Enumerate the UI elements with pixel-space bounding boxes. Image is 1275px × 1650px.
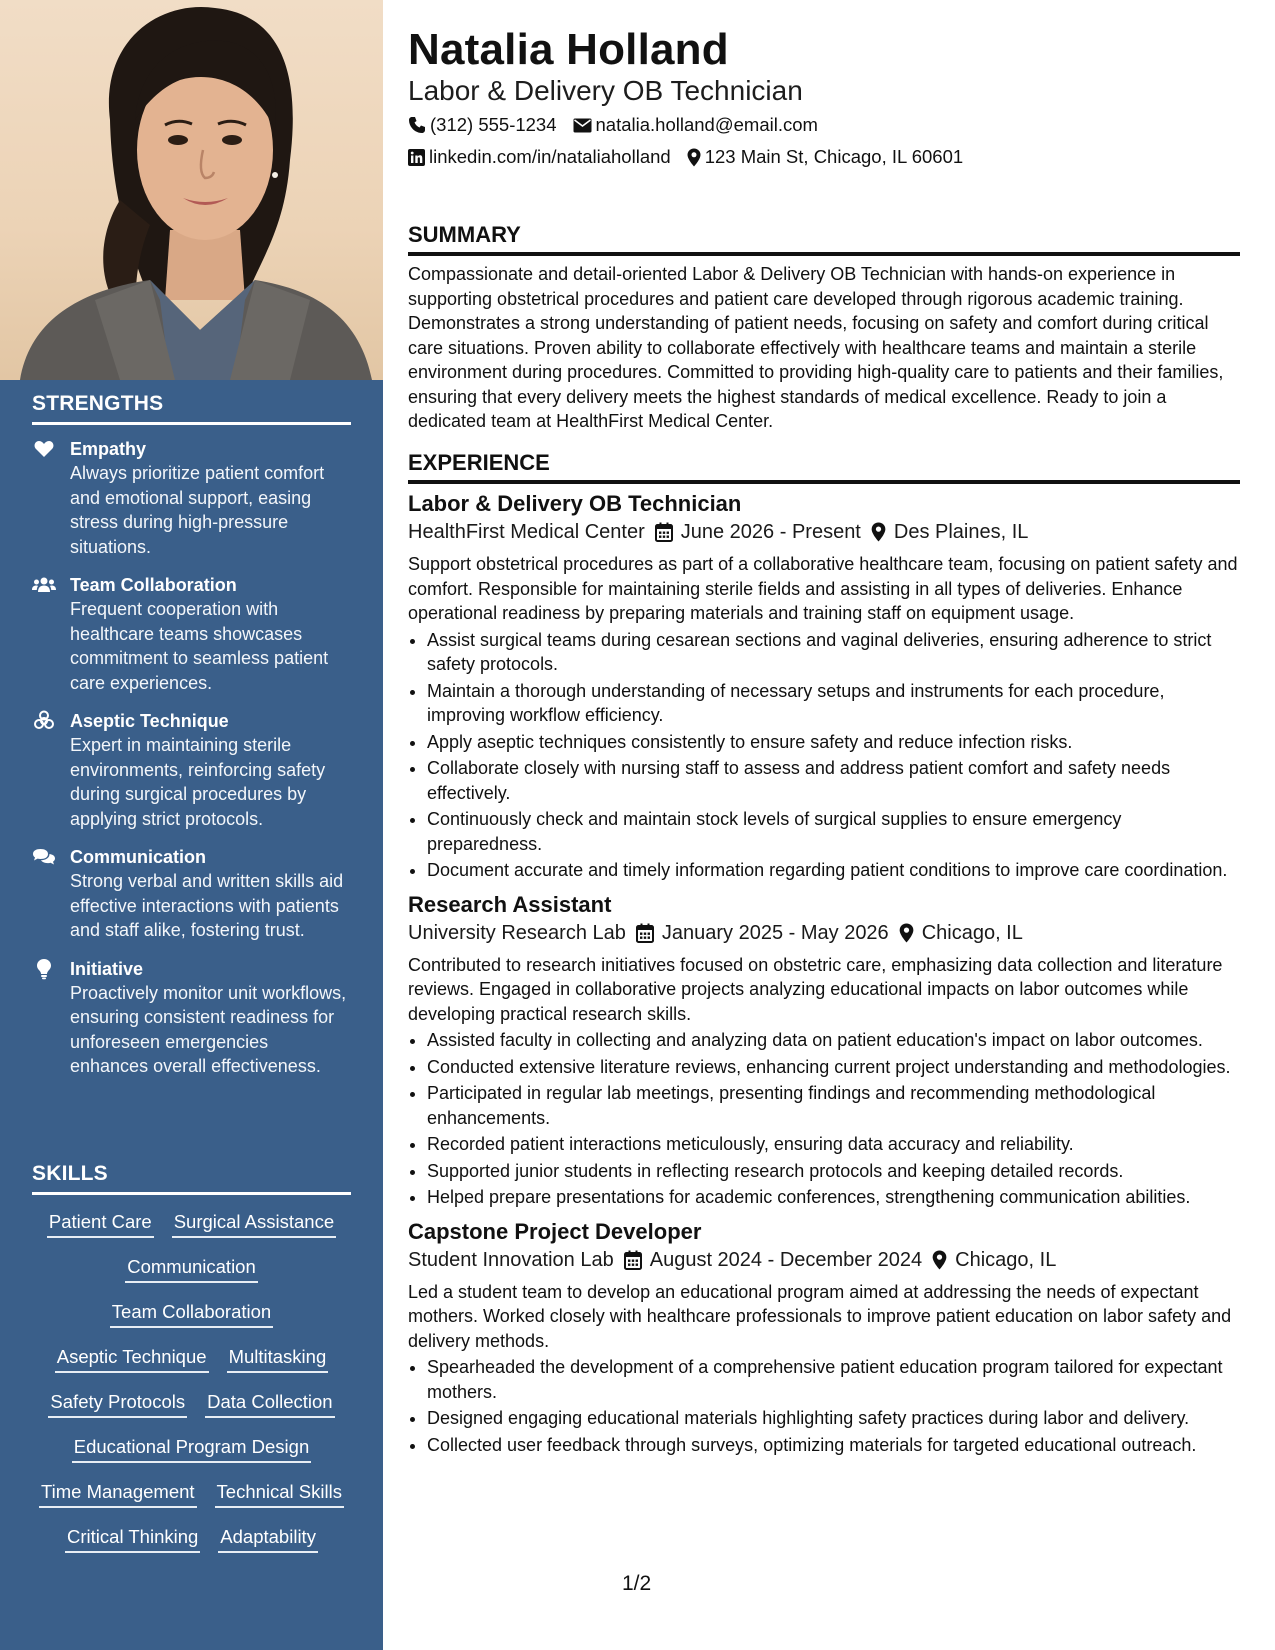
linkedin-icon [408,149,425,166]
summary-text: Compassionate and detail-oriented Labor & Delivery OB Technician with hands-on experience in supporting obstetrical procedures and patient care developed through rigorous academic training. Demonstrates a strong understanding of patient needs, focusing on safety and comfort during critical care situations. Proven ability to collaborate effectively with healthcare teams and maintain a sterile environment during procedures. Committed to providing high-quality care to patients and their families, ensuring that every delivery meets the highest standards of medical excellence. Ready to join a dedicated team at HealthFirst Medical Center. [408,264,1224,431]
skill-tag: Communication [125,1255,258,1283]
calendar-icon [624,1250,642,1270]
job-location: Chicago, IL [921,921,1023,944]
strength-description: Expert in maintaining sterile environments, reinforcing safety during surgical procedures by applying strict protocols. [70,735,326,829]
strength-description: Frequent cooperation with healthcare teams showcases commitment to seamless patient care experiences. [70,599,329,693]
strength-title: Team Collaboration [70,575,237,595]
email-address[interactable]: natalia.holland@email.com [595,114,818,135]
address-contact [687,145,964,169]
strength-item [32,709,351,831]
job-company: Student Innovation Lab [408,1248,614,1271]
job-dates: January 2025 - May 2026 [661,921,889,944]
job-title: Capstone Project Developer [408,1218,702,1244]
list-item: • Assist surgical teams during cesarean sections and vaginal deliveries, ensuring adherence to strict safety protocols. [427,628,1240,677]
heart-icon [32,438,56,460]
lightbulb-icon [32,958,56,980]
job-description: Support obstetrical procedures as part of a collaborative healthcare team, focusing on patient safety and comfort. Responsible for maintaining sterile fields and assisting in all types of deliveries. Enhance operational readiness by preparing materials and training staff on equipment usage. [408,554,1238,623]
summary-section [408,222,1240,434]
job-company: University Research Lab [408,921,626,944]
street-address: 123 Main St, Chicago, IL 60601 [704,146,964,167]
strength-item [32,957,351,1079]
list-item: • Participated in regular lab meetings, presenting findings and recommending methodological enhancements. [427,1081,1240,1130]
job-location: Des Plaines, IL [893,521,1029,543]
skill-tag: Adaptability [218,1525,318,1553]
list-item: • Collaborate closely with nursing staff to assess and address patient comfort and safety needs effectively. [427,756,1240,805]
job-location-item [871,518,1029,546]
job-location: Chicago, IL [955,1248,1057,1271]
list-item: • Helped prepare presentations for academic conferences, strengthening communication abilities. [427,1185,1240,1210]
skill-tag: Critical Thinking [65,1525,200,1553]
job-dates: June 2026 - Present [680,521,861,543]
job-bullets [408,1028,1240,1210]
calendar-icon [655,522,673,542]
strength-title: Aseptic Technique [70,711,229,731]
skill-tag: Data Collection [205,1390,334,1418]
job-meta [408,919,1240,947]
job-description: Contributed to research initiatives focused on obstetric care, emphasizing data collection and literature reviews. Engaged in collaborative projects analyzing educational impacts on labor outcomes while developing practical research skills. [408,954,1223,1024]
experience-section [408,450,1240,1459]
contact-row [408,145,963,169]
strength-item [32,437,351,559]
job-meta [408,1246,1240,1274]
email-contact[interactable] [573,113,818,137]
list-item: • Apply aseptic techniques consistently to ensure safety and reduce infection risks. [427,730,1240,755]
job-title: Labor & Delivery OB Technician [408,491,742,516]
map-pin-icon [932,1250,947,1270]
job-title: Research Assistant [408,891,612,917]
map-pin-icon [871,522,886,542]
users-icon [32,574,56,596]
list-item: • Supported junior students in reflecting research protocols and keeping detailed records. [427,1159,1240,1184]
skill-tag: Surgical Assistance [172,1210,336,1238]
experience-heading: EXPERIENCE [408,450,1240,484]
linkedin-contact[interactable] [408,145,671,169]
strength-description: Strong verbal and written skills aid effective interactions with patients and staff alike, fostering trust. [70,871,344,940]
job-entry [408,891,1240,1210]
skill-tag: Multitasking [227,1345,329,1373]
list-item: • Designed engaging educational materials highlighting safety practices during labor and delivery. [427,1406,1240,1431]
strength-item [32,573,351,695]
job-entry [408,490,1240,883]
job-location-item [899,919,1023,947]
skill-tag: Time Management [39,1480,197,1508]
map-pin-icon [899,923,914,943]
job-dates-item [655,518,861,546]
list-item: • Document accurate and timely information regarding patient conditions to improve care coordination. [427,858,1240,883]
strengths-section [32,392,351,1079]
job-dates-item [636,919,889,947]
profile-photo [0,0,383,380]
skill-tag: Aseptic Technique [55,1345,209,1373]
skills-section [32,1162,351,1561]
job-description: Led a student team to develop an educational program aimed at addressing the needs of expectant mothers. Worked closely with healthcare professionals to improve patient education on labor safety and delivery methods. [408,1281,1232,1351]
skill-tag: Team Collaboration [110,1300,273,1328]
job-location-item [932,1246,1056,1274]
job-meta [408,518,1240,546]
strength-item [32,845,351,943]
skills-heading: SKILLS [32,1162,351,1195]
skills-list [32,1195,351,1561]
job-bullets [408,628,1240,883]
list-item: • Assisted faculty in collecting and analyzing data on patient education's impact on labor outcomes. [427,1028,1240,1053]
comments-icon [32,846,56,868]
map-pin-icon [687,148,701,167]
list-item: • Maintain a thorough understanding of necessary setups and instruments for each procedure, improving workflow efficiency. [427,679,1240,728]
strengths-heading: STRENGTHS [32,392,351,425]
strength-title: Initiative [70,958,144,979]
phone-icon [408,116,426,134]
strength-description: Proactively monitor unit workflows, ensuring consistent readiness for unforeseen emergencies enhances overall effectiveness. [70,982,347,1076]
phone-number: (312) 555-1234 [430,114,557,135]
contact-row [408,113,818,137]
list-item: • Collected user feedback through surveys, optimizing materials for targeted educational outreach. [427,1433,1240,1458]
list-item: • Continuously check and maintain stock levels of surgical supplies to ensure emergency preparedness. [427,807,1240,856]
strength-title: Empathy [70,439,147,459]
job-dates: August 2024 - December 2024 [649,1248,923,1271]
job-bullets [408,1355,1240,1457]
phone-contact [408,113,557,137]
envelope-icon [573,118,592,133]
skill-tag: Safety Protocols [48,1390,187,1418]
list-item: • Conducted extensive literature reviews, enhancing current project understanding and methodologies. [427,1055,1240,1080]
job-entry [408,1218,1240,1458]
calendar-icon [636,923,654,943]
list-item: • Recorded patient interactions meticulously, ensuring data accuracy and reliability. [427,1132,1240,1157]
biohazard-icon [32,710,56,732]
linkedin-url[interactable]: linkedin.com/in/nataliaholland [429,146,671,167]
skill-tag: Technical Skills [215,1480,344,1508]
job-dates-item [624,1246,922,1274]
page-number: 1/2 [622,1572,652,1595]
strength-description: Always prioritize patient comfort and emotional support, easing stress during high-pressure situations. [70,463,325,557]
skill-tag: Educational Program Design [72,1435,312,1463]
sidebar [0,0,383,1650]
summary-heading: SUMMARY [408,222,1240,256]
job-company: HealthFirst Medical Center [408,521,645,543]
candidate-role: Labor & Delivery OB Technician [408,75,803,106]
strength-title: Communication [70,847,207,867]
candidate-name: Natalia Holland [408,25,729,74]
list-item: • Spearheaded the development of a comprehensive patient education program tailored for expectant mothers. [427,1355,1240,1404]
skill-tag: Patient Care [47,1210,154,1238]
